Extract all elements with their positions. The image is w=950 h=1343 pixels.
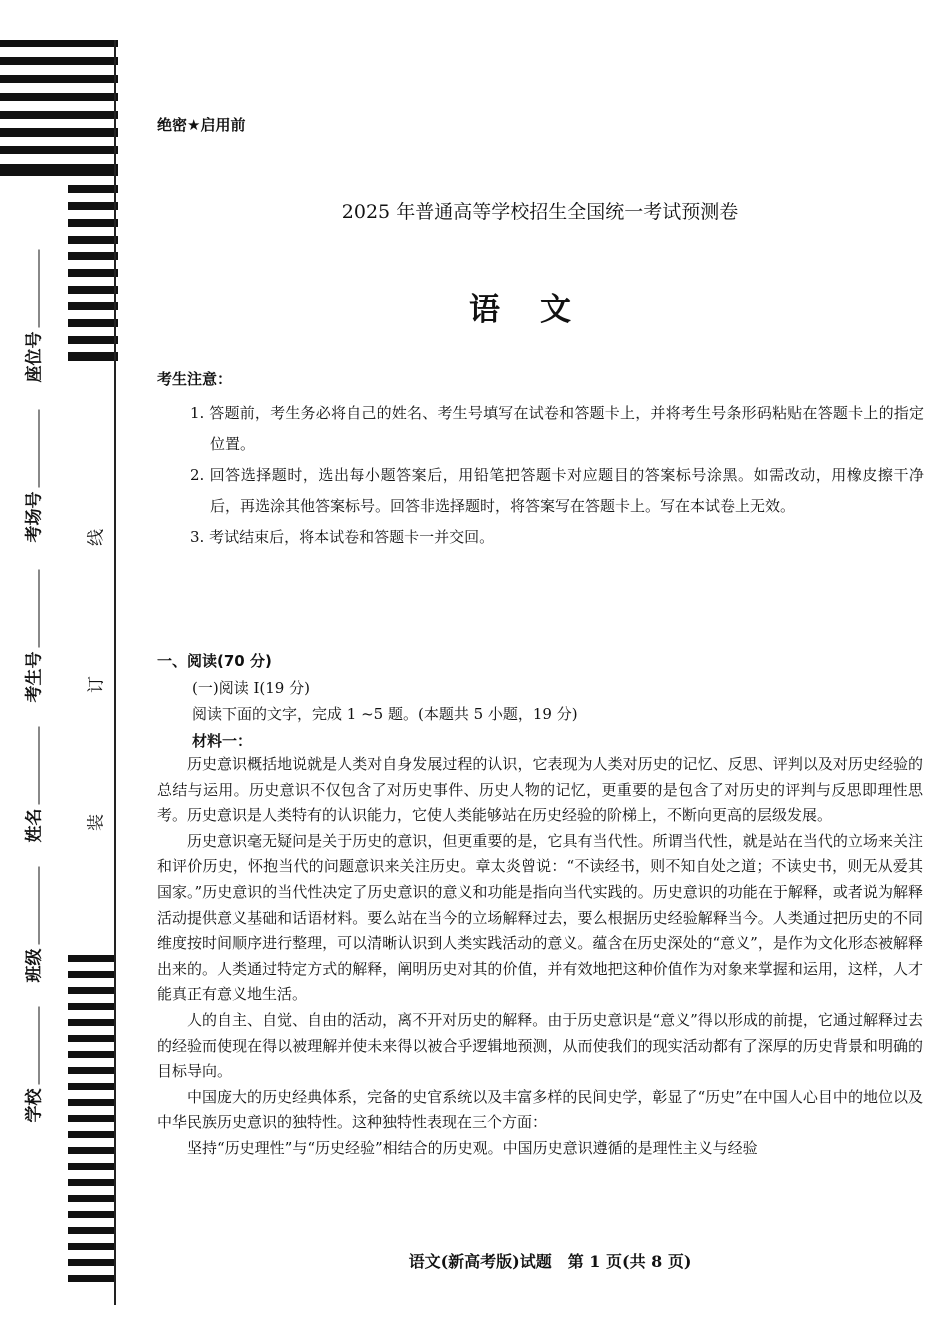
subject-title: 语文	[469, 292, 611, 328]
notice-item: 1. 答题前，考生务必将自己的姓名、考生号填写在试卷和答题卡上，并将考生号条形码粘贴在答题卡上的指定位置。	[190, 404, 924, 453]
passage-paragraph: 坚持“历史理性”与“历史经验”相结合的历史观。中国历史意识遵循的是理性主义与经验	[187, 1138, 758, 1157]
notice-list	[190, 398, 924, 553]
section-heading: 一、阅读(70 分)	[157, 652, 272, 670]
secret-label: 绝密★启用前	[157, 116, 246, 134]
notice-heading: 考生注意：	[157, 370, 233, 388]
field-name[interactable]: 姓名	[20, 643, 45, 843]
passage-paragraph: 历史意识概括地说就是人类对自身发展过程的认识，它表现为人类对历史的记忆、反思、评判以及对历史经验的总结与运用。历史意识不仅包含了对历史事件、历史人物的记忆，更重要的是包含了对历史的评判与反思即理性思考。历史意识是人类特有的认识能力，它使人类能够站在历史经验的阶梯上，不断向更高的层级发展。	[157, 755, 923, 825]
notice-item: 2. 回答选择题时，选出每小题答案后，用铅笔把答题卡对应题目的答案标号涂黑。如需改动，用橡皮擦干净后，再选涂其他答案标号。回答非选择题时，将答案写在答题卡上。写在本试卷上无效。	[190, 466, 924, 515]
binding-line	[114, 40, 116, 1305]
passage-paragraph: 历史意识毫无疑问是关于历史的意识，但更重要的是，它具有当代性。所谓当代性，就是站在当代的立场来关注和评价历史，怀抱当代的问题意识来关注历史。章太炎曾说：“不读经书，则不知自处之道；不读史书，则无从爱其国家。”历史意识的当代性决定了历史意识的意义和功能是指向当代实践的。历史意识的功能在于解释，或者说为解释活动提供意义基础和话语材料。要么站在当今的立场解释过去，要么根据历史经验解释当今。人类通过把历史的不同维度按时间顺序进行整理，可以清晰认识到人类实践活动的意义。蕴含在历史深处的“意义”，是作为文化形态被解释出来的。人类通过特定方式的解释，阐明历史对其的价值，并有效地把这种价值作为对象来掌握和运用，这样，人才能真正有意义地生活。	[157, 831, 923, 1004]
reading-passage	[157, 752, 923, 1162]
field-student-id[interactable]: 考生号	[20, 503, 45, 703]
cut-mark-ding: 订	[86, 676, 107, 693]
passage-paragraph: 中国庞大的历史经典体系，完备的史官系统以及丰富多样的民间史学，彰显了“历史”在中国人心目中的地位以及中华民族历史意识的独特性。这种独特性表现在三个方面：	[157, 1087, 923, 1132]
field-exam-room[interactable]: 考场号	[20, 343, 45, 543]
reading-instruction: 阅读下面的文字，完成 1 ~5 题。(本题共 5 小题，19 分)	[192, 705, 578, 723]
exam-title: 2025 年普通高等学校招生全国统一考试预测卷	[341, 201, 739, 223]
notice-item: 3. 考试结束后，将本试卷和答题卡一并交回。	[190, 528, 495, 546]
field-seat-number[interactable]: 座位号	[20, 183, 45, 383]
field-school[interactable]: 学校	[20, 923, 45, 1123]
cut-mark-zhuang: 装	[86, 814, 107, 831]
page-footer: 语文(新高考版)试题 第 1 页(共 8 页)	[408, 1252, 692, 1271]
cut-mark-xian: 线	[86, 529, 107, 546]
material-label: 材料一：	[192, 732, 253, 750]
field-class[interactable]: 班级	[20, 783, 45, 983]
subsection-heading: (一)阅读 I(19 分)	[192, 679, 310, 697]
passage-paragraph: 人的自主、自觉、自由的活动，离不开对历史的解释。由于历史意识是“意义”得以形成的前提，它通过解释过去的经验而使现在得以被理解并使未来得以被合乎逻辑地预测，从而使我们的现实活动都有了深厚的历史背景和明确的目标导向。	[157, 1010, 923, 1081]
